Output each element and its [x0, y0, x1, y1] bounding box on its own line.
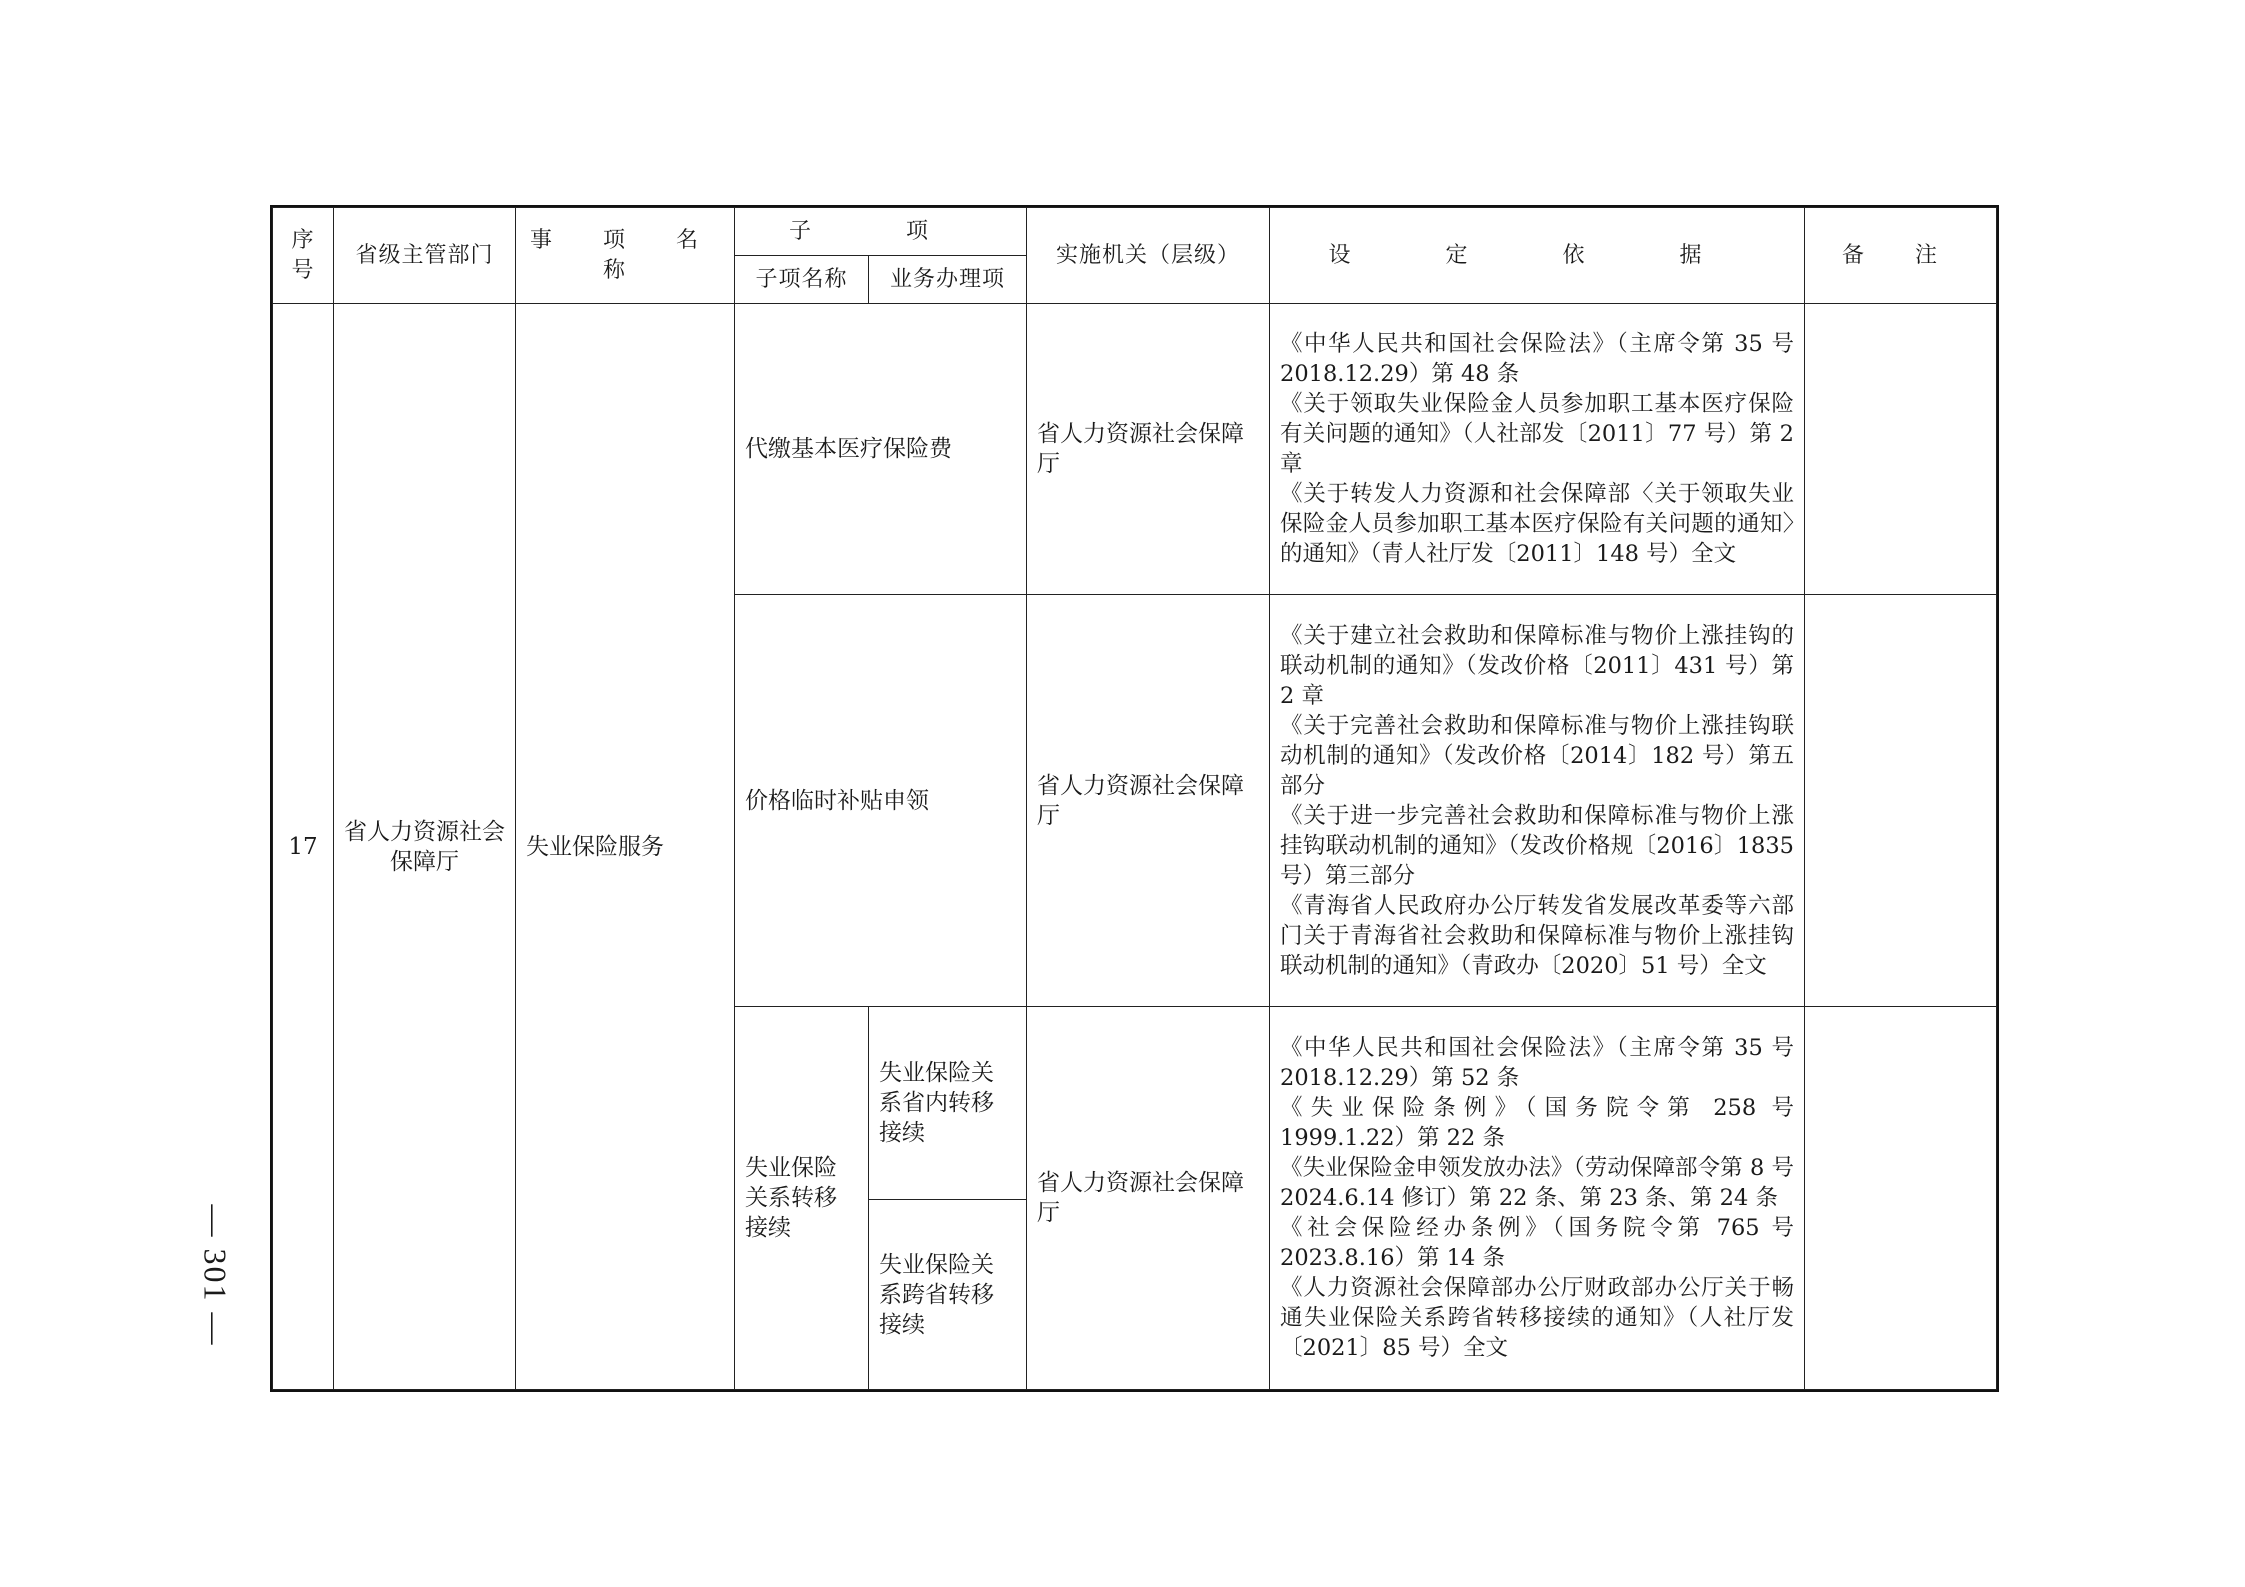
seq-cell: 17	[273, 304, 334, 1390]
basis-cell	[1270, 1007, 1805, 1390]
header-basis: 设 定 依 据	[1270, 208, 1805, 304]
header-seq: 序号	[273, 208, 334, 304]
header-business-item: 业务办理项	[869, 256, 1027, 304]
basis-cell	[1270, 304, 1805, 595]
agency-cell: 省人力资源社会保障厅	[1027, 1007, 1270, 1390]
header-row-1	[273, 208, 1997, 256]
basis-line: 《人力资源社会保障部办公厅财政部办公厅关于畅通失业保险关系跨省转移接续的通知》（人社厅发〔2021〕85 号）全文	[1280, 1275, 1794, 1361]
business-item-cell: 失业保险关系跨省转移接续	[869, 1200, 1027, 1390]
basis-line: 《中华人民共和国社会保险法》（主席令第 35 号 2018.12.29）第 52 条	[1280, 1035, 1794, 1091]
header-sub-item-name: 子项名称	[735, 256, 869, 304]
page-number	[195, 1180, 235, 1370]
dept-cell: 省人力资源社会保障厅	[334, 304, 516, 1390]
basis-line: 《社会保险经办条例》（国务院令第 765 号 2023.8.16）第 14 条	[1280, 1215, 1794, 1271]
basis-line: 《青海省人民政府办公厅转发省发展改革委等六部门关于青海省社会救助和保障标准与物价上涨挂钩联动机制的通知》（青政办〔2020〕51 号）全文	[1280, 892, 1794, 979]
item-name-cell: 失业保险服务	[516, 304, 735, 1390]
sub-item-name-cell: 失业保险关系转移接续	[735, 1007, 869, 1390]
business-item-cell: 失业保险关系省内转移接续	[869, 1007, 1027, 1200]
remarks-cell	[1805, 1007, 1997, 1390]
basis-line: 《关于转发人力资源和社会保障部〈关于领取失业保险金人员参加职工基本医疗保险有关问题的通知〉的通知》（青人社厅发〔2011〕148 号）全文	[1280, 481, 1794, 567]
basis-line: 《失业保险条例》（国务院令第 258 号 1999.1.22）第 22 条	[1280, 1095, 1794, 1151]
sub-item-name-cell: 代缴基本医疗保险费	[735, 304, 1027, 595]
header-agency: 实施机关（层级）	[1027, 208, 1270, 304]
basis-cell	[1270, 595, 1805, 1007]
header-remarks: 备 注	[1805, 208, 1997, 304]
basis-line: 《关于建立社会救助和保障标准与物价上涨挂钩的联动机制的通知》（发改价格〔2011〕431 号）第 2 章	[1280, 622, 1794, 709]
basis-line: 《关于领取失业保险金人员参加职工基本医疗保险有关问题的通知》（人社部发〔2011〕77 号）第 2 章	[1280, 391, 1794, 477]
basis-line: 《关于完善社会救助和保障标准与物价上涨挂钩联动机制的通知》（发改价格〔2014〕182 号）第五部分	[1280, 712, 1794, 799]
table-row	[273, 304, 1997, 595]
basis-line: 《关于进一步完善社会救助和保障标准与物价上涨挂钩联动机制的通知》（发改价格规〔2016〕1835 号）第三部分	[1280, 802, 1794, 889]
page-number-text: — 301 —	[197, 1204, 234, 1346]
remarks-cell	[1805, 304, 1997, 595]
header-dept: 省级主管部门	[334, 208, 516, 304]
header-item-name: 事 项 名 称	[516, 208, 735, 304]
service-items-table	[272, 207, 1997, 1390]
remarks-cell	[1805, 595, 1997, 1007]
agency-cell: 省人力资源社会保障厅	[1027, 595, 1270, 1007]
basis-line: 《中华人民共和国社会保险法》（主席令第 35 号 2018.12.29）第 48 条	[1280, 331, 1794, 387]
agency-cell: 省人力资源社会保障厅	[1027, 304, 1270, 595]
sub-item-name-cell: 价格临时补贴申领	[735, 595, 1027, 1007]
basis-line: 《失业保险金申领发放办法》（劳动保障部令第 8 号 2024.6.14 修订）第 22 条、第 23 条、第 24 条	[1280, 1155, 1794, 1211]
header-sub-item: 子 项	[735, 208, 1027, 256]
